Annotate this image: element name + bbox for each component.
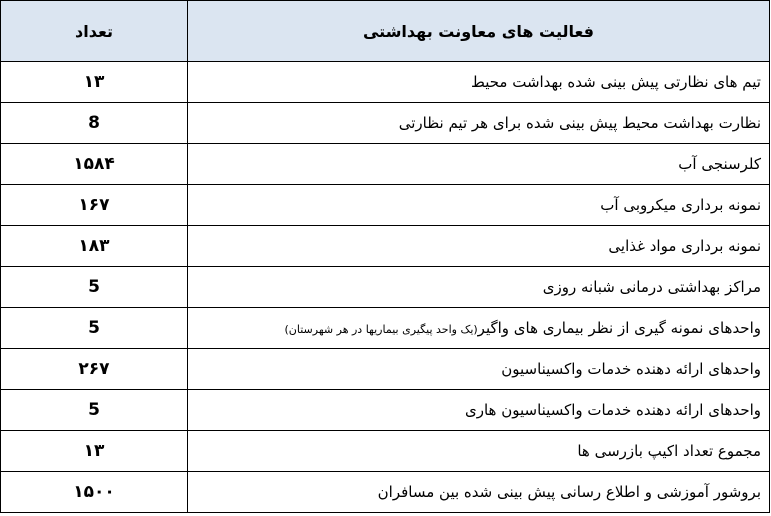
activity-cell: نظارت بهداشت محیط پیش بینی شده برای هر تیم نظارتی <box>188 103 770 144</box>
activity-column-header: فعالیت های معاونت بهداشتی <box>188 1 770 62</box>
table-row <box>1 144 770 185</box>
activity-cell: نمونه برداری مواد غذایی <box>188 226 770 267</box>
activity-cell: نمونه برداری میکروبی آب <box>188 185 770 226</box>
activity-cell: واحدهای ارائه دهنده خدمات واکسیناسیون <box>188 349 770 390</box>
count-cell: ۱۳ <box>1 62 188 103</box>
count-cell: 5 <box>1 308 188 349</box>
activity-cell: مراکز بهداشتی درمانی شبانه روزی <box>188 267 770 308</box>
table-row <box>1 185 770 226</box>
count-cell: ۱۵۰۰ <box>1 472 188 513</box>
table-row <box>1 472 770 513</box>
table-row <box>1 62 770 103</box>
activity-cell: مجموع تعداد اکیپ بازرسی ها <box>188 431 770 472</box>
table-header-row <box>1 1 770 62</box>
activity-cell: واحدهای ارائه دهنده خدمات واکسیناسیون هاری <box>188 390 770 431</box>
count-cell: ۱۶۷ <box>1 185 188 226</box>
table-row <box>1 267 770 308</box>
activity-note: (یک واحد پیگیری بیماریها در هر شهرستان) <box>284 323 478 336</box>
table-row <box>1 390 770 431</box>
count-cell: ۱۵۸۴ <box>1 144 188 185</box>
table-row <box>1 308 770 349</box>
activity-cell: تیم های نظارتی پیش بینی شده بهداشت محیط <box>188 62 770 103</box>
activity-cell <box>188 308 770 349</box>
activity-cell: کلرسنجی آب <box>188 144 770 185</box>
count-cell: 8 <box>1 103 188 144</box>
count-cell: 5 <box>1 390 188 431</box>
table-row <box>1 431 770 472</box>
activity-cell: بروشور آموزشی و اطلاع رسانی پیش بینی شده بین مسافران <box>188 472 770 513</box>
table-row <box>1 349 770 390</box>
count-column-header: تعداد <box>1 1 188 62</box>
table-row <box>1 103 770 144</box>
count-cell: ۲۶۷ <box>1 349 188 390</box>
count-cell: ۱۳ <box>1 431 188 472</box>
activity-text: واحدهای نمونه گیری از نظر بیماری های واگیر <box>477 319 761 337</box>
count-cell: 5 <box>1 267 188 308</box>
table-row <box>1 226 770 267</box>
count-cell: ۱۸۳ <box>1 226 188 267</box>
